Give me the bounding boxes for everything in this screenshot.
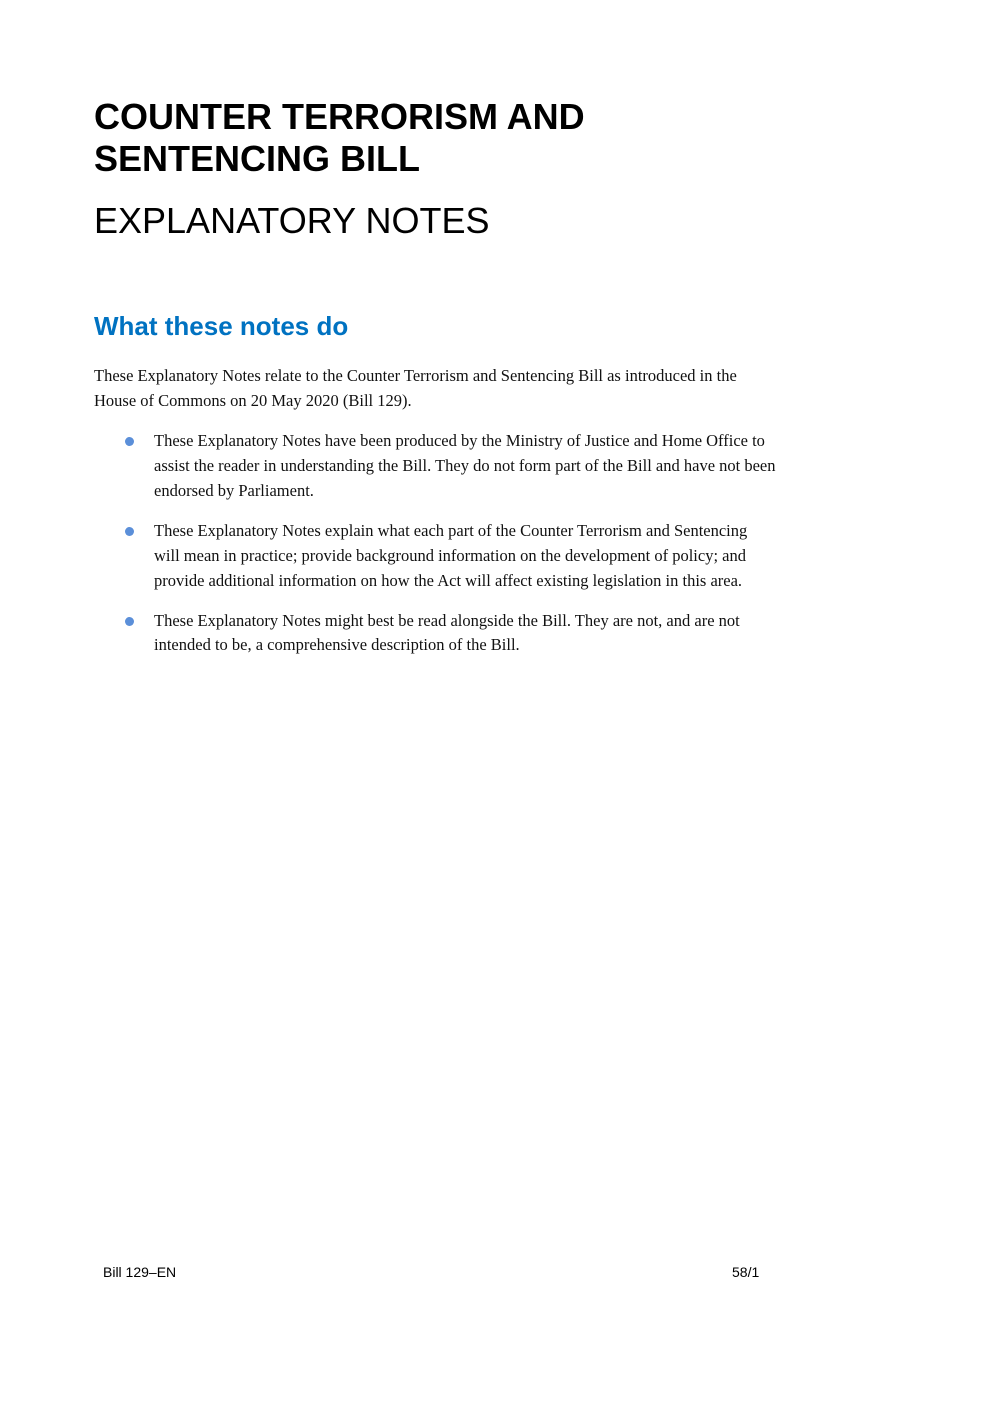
bullet-line: These Explanatory Notes have been produced by the Ministry of Justice and Home Office to [154, 431, 765, 450]
document-title-line-1: COUNTER TERRORISM AND [94, 96, 585, 137]
bullet-line: will mean in practice; provide background information on the development of policy; and [154, 546, 746, 565]
bullet-icon [125, 437, 134, 446]
footer-bill-number: Bill 129–EN [103, 1264, 177, 1280]
bullet-line: These Explanatory Notes might best be read alongside the Bill. They are not, and are not [154, 611, 740, 630]
bullet-line: These Explanatory Notes explain what each part of the Counter Terrorism and Sentencing [154, 521, 748, 540]
bullet-line: endorsed by Parliament. [154, 481, 314, 500]
intro-line: These Explanatory Notes relate to the Counter Terrorism and Sentencing Bill as introduced in the [94, 366, 737, 385]
bullet-line: provide additional information on how the Act will affect existing legislation in this area. [154, 571, 743, 590]
bullet-icon [125, 527, 134, 536]
document-subtitle: EXPLANATORY NOTES [94, 200, 490, 241]
footer-page-ref: 58/1 [732, 1264, 760, 1280]
section-heading: What these notes do [94, 311, 349, 341]
intro-line: House of Commons on 20 May 2020 (Bill 129). [94, 391, 412, 410]
bullet-icon [125, 617, 134, 626]
bullet-line: intended to be, a comprehensive description of the Bill. [154, 635, 520, 654]
bullet-line: assist the reader in understanding the Bill. They do not form part of the Bill and have not been [154, 456, 776, 475]
document-title-line-2: SENTENCING BILL [94, 138, 421, 179]
